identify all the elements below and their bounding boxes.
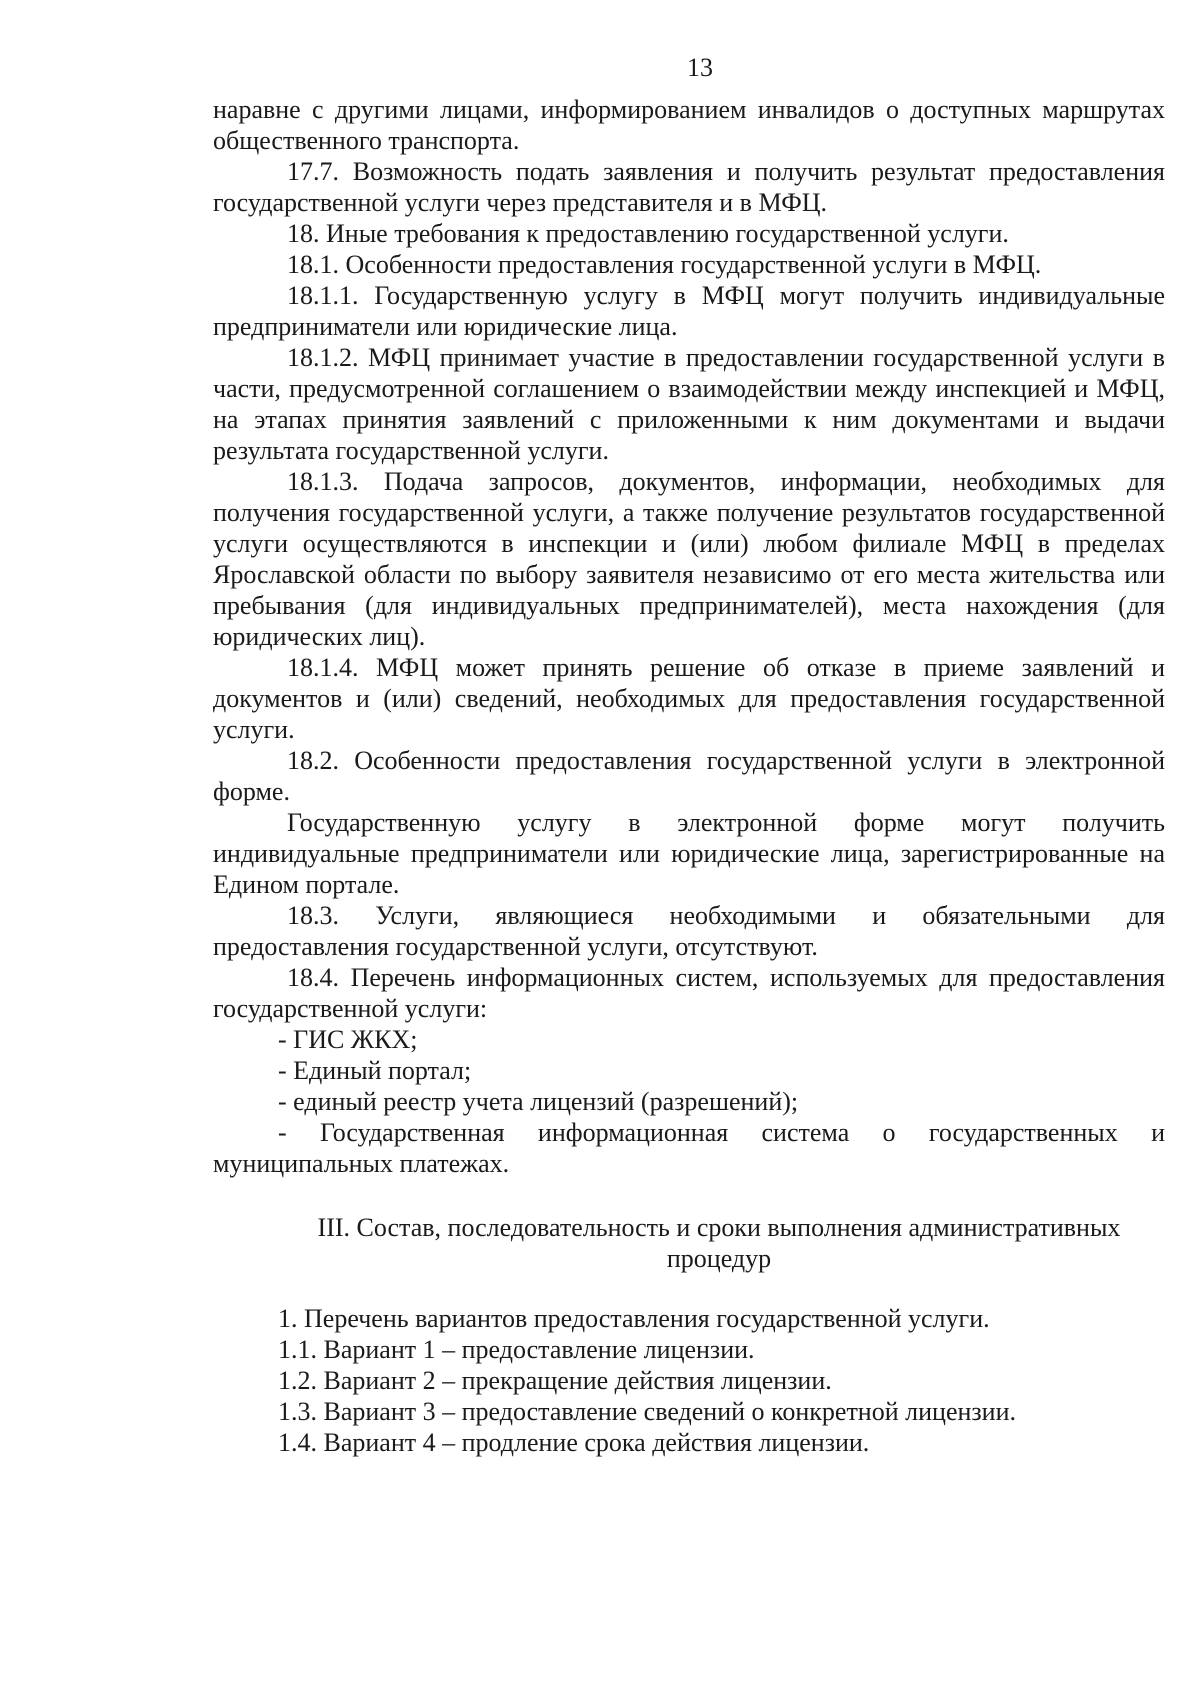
- list-item: 1.3. Вариант 3 – предоставление сведений о конкретной лицензии.: [278, 1397, 1016, 1426]
- page-number: 13: [687, 53, 713, 82]
- paragraph: 18.1.1. Государственную услугу в МФЦ могут получить индивидуальные предприниматели или юридические лица.: [213, 281, 1165, 341]
- list-item: - ГИС ЖКХ;: [278, 1025, 418, 1054]
- paragraph: 18. Иные требования к предоставлению государственной услуги.: [287, 219, 1009, 248]
- list-item: 1.1. Вариант 1 – предоставление лицензии.: [278, 1335, 755, 1364]
- document-body: [213, 94, 1165, 1458]
- list-item: 1. Перечень вариантов предоставления государственной услуги.: [278, 1304, 990, 1333]
- paragraph: 18.1.4. МФЦ может принять решение об отказе в приеме заявлений и документов и (или) сведений, необходимых для предоставления государственной услуги.: [213, 653, 1165, 744]
- list-item: 1.2. Вариант 2 – прекращение действия лицензии.: [278, 1366, 832, 1395]
- paragraph: 17.7. Возможность подать заявления и получить результат предоставления государственной услуги через представителя и в МФЦ.: [213, 157, 1165, 217]
- list-item: 1.4. Вариант 4 – продление срока действия лицензии.: [278, 1428, 870, 1457]
- paragraph: 18.2. Особенности предоставления государственной услуги в электронной форме.: [213, 746, 1165, 806]
- paragraph: наравне с другими лицами, информированием инвалидов о доступных маршрутах общественного транспорта.: [213, 95, 1165, 155]
- paragraph: 18.1. Особенности предоставления государственной услуги в МФЦ.: [287, 250, 1042, 279]
- paragraph: 18.1.2. МФЦ принимает участие в предоставлении государственной услуги в части, предусмотренной соглашением о взаимодействии между инспекцией и МФЦ, на этапах принятия заявлений с приложенными к ним документами и выдачи результата государственной услуги.: [213, 343, 1165, 465]
- paragraph: Государственную услугу в электронной форме могут получить индивидуальные предприниматели или юридические лица, зарегистрированные на Едином портале.: [213, 808, 1165, 899]
- list-item: - единый реестр учета лицензий (разрешений);: [278, 1087, 799, 1116]
- variants-list: [213, 1303, 1165, 1458]
- systems-list: [213, 1024, 1165, 1179]
- paragraph: 18.3. Услуги, являющиеся необходимыми и обязательными для предоставления государственной услуги, отсутствуют.: [213, 901, 1165, 961]
- paragraph: 18.4. Перечень информационных систем, используемых для предоставления государственной услуги:: [213, 963, 1165, 1023]
- list-item: - Государственная информационная система о государственных и муниципальных платежах.: [213, 1118, 1165, 1178]
- section-heading: III. Состав, последовательность и сроки выполнения административных процедур: [317, 1213, 1121, 1273]
- paragraph: 18.1.3. Подача запросов, документов, информации, необходимых для получения государственной услуги, а также получение результатов государственной услуги осуществляются в инспекции и (или) любом филиале МФЦ в пределах Ярославской области по выбору заявителя независимо от его места жительства или пребывания (для индивидуальных предпринимателей), места нахождения (для юридических лиц).: [213, 467, 1165, 651]
- list-item: - Единый портал;: [278, 1056, 472, 1085]
